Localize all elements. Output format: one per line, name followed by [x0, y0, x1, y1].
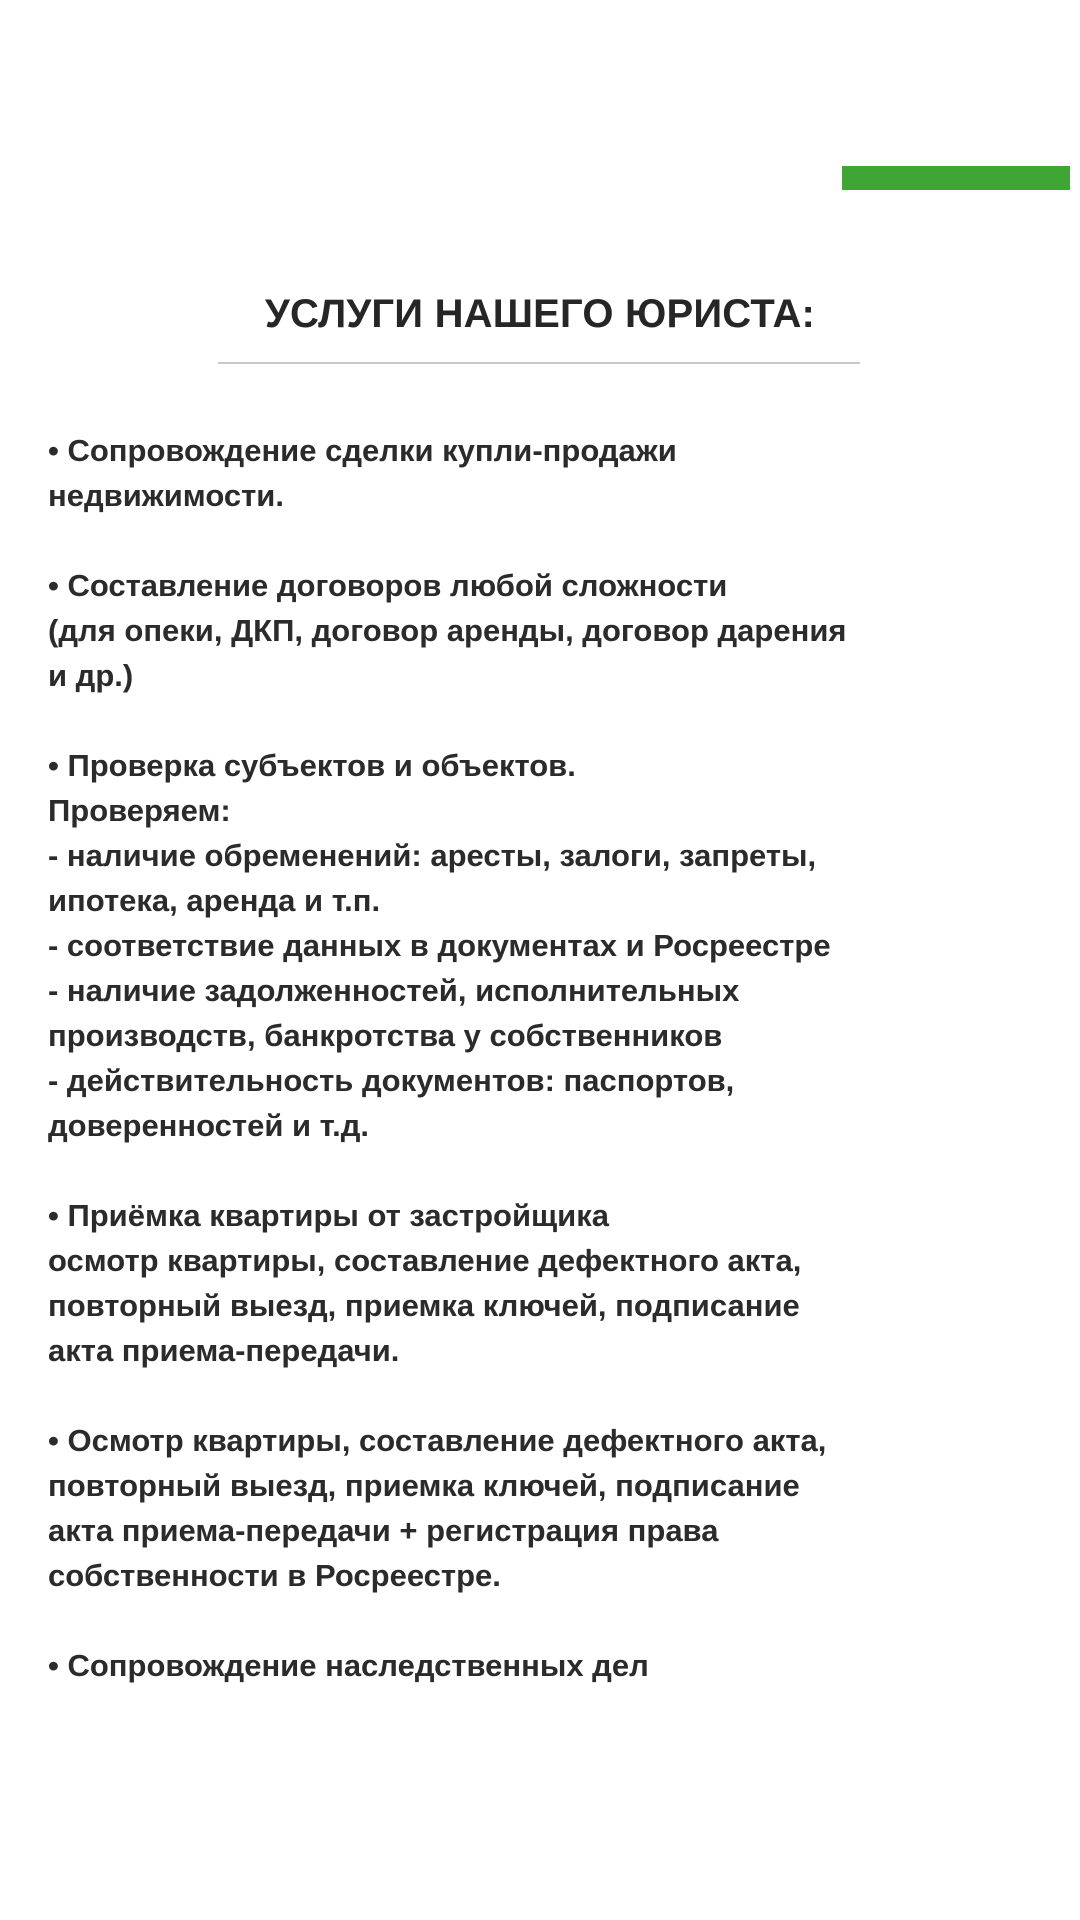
service-line: осмотр квартиры, составление дефектного акта,	[48, 1243, 802, 1278]
service-line: • Составление договоров любой сложности	[48, 568, 728, 603]
service-line: - наличие обременений: аресты, залоги, запреты,	[48, 838, 817, 873]
service-line: - действительность документов: паспортов,	[48, 1063, 735, 1098]
service-line: акта приема-передачи.	[48, 1333, 400, 1368]
services-list	[48, 428, 1058, 1733]
service-line: собственности в Росреестре.	[48, 1558, 501, 1593]
title-divider	[218, 362, 860, 364]
service-line: - соответствие данных в документах и Росреестре	[48, 928, 831, 963]
service-item-checks	[48, 743, 1058, 1148]
service-line: (для опеки, ДКП, договор аренды, договор дарения	[48, 613, 847, 648]
service-line: ипотека, аренда и т.п.	[48, 883, 381, 918]
service-line: недвижимости.	[48, 478, 284, 513]
service-line: повторный выезд, приемка ключей, подписание	[48, 1288, 800, 1323]
service-item-inspection-registration	[48, 1418, 1058, 1598]
service-line: повторный выезд, приемка ключей, подписание	[48, 1468, 800, 1503]
service-item-inheritance	[48, 1643, 1058, 1688]
service-line: Проверяем:	[48, 793, 231, 828]
service-line: • Сопровождение сделки купли-продажи	[48, 433, 677, 468]
service-line: доверенностей и т.д.	[48, 1108, 370, 1143]
service-line: • Осмотр квартиры, составление дефектного акта,	[48, 1423, 827, 1458]
service-line: • Проверка субъектов и объектов.	[48, 748, 576, 783]
accent-bar	[842, 166, 1070, 190]
service-item-contracts	[48, 563, 1058, 698]
service-line: • Сопровождение наследственных дел	[48, 1648, 649, 1683]
service-item-sale-support	[48, 428, 1058, 518]
service-line: производств, банкротства у собственников	[48, 1018, 723, 1053]
service-line: • Приёмка квартиры от застройщика	[48, 1198, 609, 1233]
page-title: УСЛУГИ НАШЕГО ЮРИСТА:	[264, 292, 816, 336]
service-line: и др.)	[48, 658, 134, 693]
service-line: акта приема-передачи + регистрация права	[48, 1513, 719, 1548]
service-line: - наличие задолженностей, исполнительных	[48, 973, 740, 1008]
service-item-apartment-acceptance	[48, 1193, 1058, 1373]
